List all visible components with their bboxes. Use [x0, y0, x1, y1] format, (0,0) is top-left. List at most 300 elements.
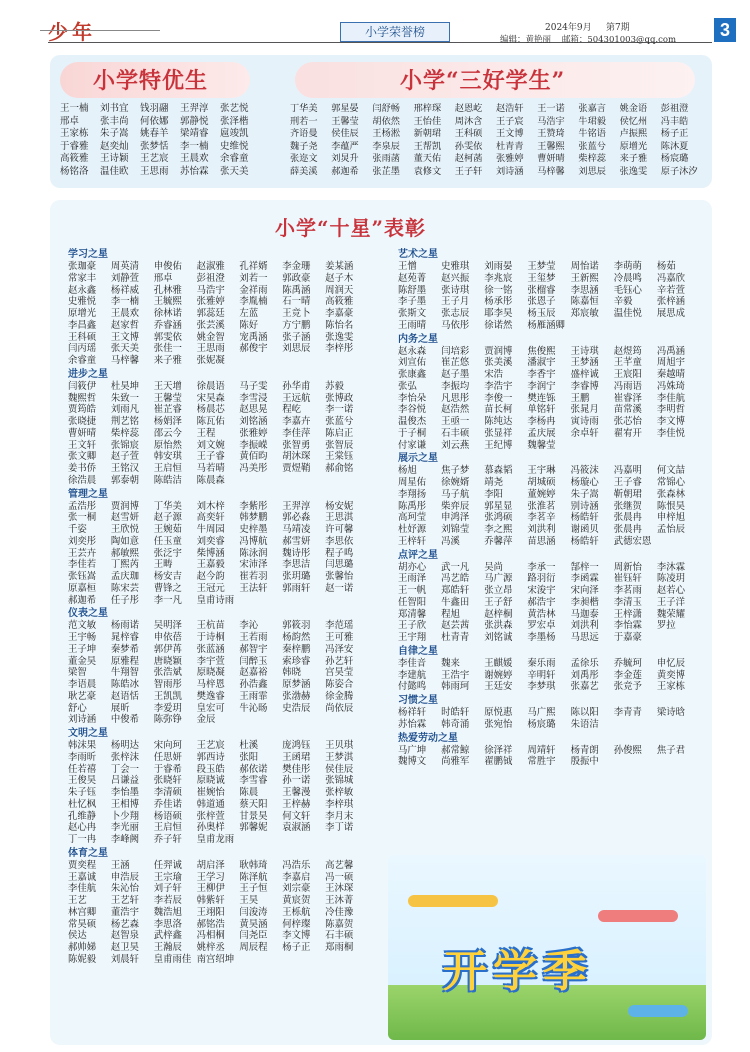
student-name: 翟鹏钺 [484, 756, 513, 768]
student-name: 杨茹 [656, 261, 676, 272]
name-row [290, 153, 702, 166]
name-row [68, 595, 368, 607]
student-name: 贾奕程 [68, 859, 97, 871]
student-name: 张渤赫 [282, 690, 311, 702]
student-name: 王艺宸 [196, 740, 225, 751]
student-name: 王怡佳 [413, 115, 442, 127]
student-name: 张智勇 [282, 439, 311, 451]
student-name: 张宛怡 [484, 718, 513, 730]
name-row [290, 128, 702, 141]
student-name: 侯佳辰 [325, 763, 354, 775]
student-name: 张梓敏 [325, 787, 354, 798]
student-name: 王一帆 [398, 585, 427, 596]
student-name: 吕谦益 [110, 775, 139, 787]
student-name: 魏子尧 [290, 140, 318, 152]
student-name: 李一凡 [153, 594, 182, 606]
student-name: 牛翔智 [110, 667, 139, 679]
student-name: 林宫卿 [68, 906, 97, 918]
student-name: 冯相桐 [196, 930, 225, 942]
student-name: 王畴 [153, 559, 173, 571]
name-row [68, 811, 368, 823]
student-name: 李思洛 [153, 918, 182, 930]
student-name: 李昌鑫 [68, 319, 97, 331]
student-name: 焦俊熙 [527, 345, 556, 357]
student-name: 高筱雅 [60, 153, 89, 165]
student-name: 孙奥样 [196, 822, 225, 834]
student-name: 王沐琛 [325, 883, 354, 895]
student-name: 李宇萱 [196, 655, 225, 667]
student-name: 冯姝琦 [656, 380, 685, 392]
student-name: 吴明泽 [153, 620, 182, 632]
student-name: 展思成 [656, 308, 685, 319]
student-name: 李振均 [441, 380, 470, 392]
student-name: 智雨彤 [153, 679, 182, 690]
student-name: 徐浩晨 [68, 474, 97, 486]
student-name: 王赞琦 [537, 128, 565, 140]
student-name: 杜青青 [496, 140, 524, 152]
student-name: 张斯文 [398, 308, 427, 319]
student-name: 魏诗彤 [282, 547, 311, 559]
student-name: 靖尧 [484, 477, 504, 488]
student-name: 王婉茹 [153, 524, 182, 535]
star-category-title: 点评之星 [398, 549, 438, 561]
student-name: 王梓赫 [282, 798, 311, 810]
student-name: 孟浩彤 [68, 500, 97, 512]
student-name: 耶李昊 [484, 308, 513, 319]
student-name: 谢婉婷 [484, 669, 513, 681]
student-name: 王芸卉 [68, 547, 97, 559]
student-name: 王艺轩 [110, 895, 139, 906]
student-name: 梁智 [68, 667, 87, 679]
student-name: 李爱玥 [153, 702, 182, 714]
student-name: 张浩斌 [153, 667, 182, 679]
name-row [68, 930, 368, 942]
student-name: 冷晨鸣 [613, 272, 642, 284]
student-name: 杨韵然 [282, 632, 311, 643]
student-name: 张梓涵 [656, 296, 685, 308]
name-row [68, 583, 368, 595]
student-name: 苏怡霖 [180, 165, 209, 177]
student-name: 马浩宇 [537, 115, 565, 127]
student-name: 张森林 [656, 488, 685, 500]
name-row [60, 103, 260, 116]
name-row [398, 512, 700, 524]
student-name: 马广坤 [398, 744, 427, 756]
student-name: 原嘉桓 [68, 582, 97, 594]
name-row [68, 285, 368, 297]
student-name: 王宇琳 [527, 465, 556, 477]
excellent-students-list [60, 103, 260, 179]
name-row [290, 116, 702, 129]
student-name: 李佳音 [398, 657, 427, 669]
student-name: 袁淑涵 [282, 822, 311, 834]
student-name: 王子睿 [613, 477, 642, 488]
student-name: 姚梓丞 [196, 942, 225, 953]
name-row [398, 357, 700, 369]
student-name: 殷振中 [570, 756, 599, 768]
student-name: 李一楠 [180, 140, 209, 152]
student-name: 宋昊森 [196, 392, 225, 404]
student-name: 彭祖澄 [196, 272, 225, 284]
student-name: 刘锦莹 [441, 524, 470, 535]
student-name: 郭雯依 [153, 331, 182, 343]
student-name: 张芸溪 [196, 319, 225, 331]
name-row [68, 775, 368, 787]
student-name: 王铭汉 [110, 463, 139, 474]
student-name: 郭伊苒 [153, 643, 182, 655]
student-name: 慕森韬 [484, 465, 513, 477]
student-name: 李文博 [656, 416, 685, 427]
student-name: 贾润博 [110, 500, 139, 512]
student-name: 郝浩宇 [527, 596, 556, 608]
student-name: 邢卓 [60, 115, 80, 127]
ten-stars-right-column [398, 247, 700, 768]
student-name: 张梓沫 [110, 751, 139, 763]
student-name: 展昕 [110, 702, 130, 714]
student-name: 张显祥 [484, 427, 513, 439]
student-name: 周辰程 [239, 942, 268, 953]
student-name: 陈皓洁 [153, 474, 182, 486]
student-name: 于嘉豪 [613, 632, 642, 643]
student-name: 王新熙 [570, 272, 599, 284]
student-name: 张子涵 [282, 331, 311, 343]
student-name: 陈晨 [239, 787, 259, 798]
star-category-title: 自律之星 [398, 645, 438, 657]
name-row [68, 296, 368, 308]
name-row [398, 285, 700, 297]
student-name: 付家谦 [398, 439, 427, 451]
student-name: 马靖凌 [282, 524, 311, 535]
student-name: 武德宏恩 [613, 535, 652, 547]
student-name: 李沁 [239, 620, 259, 632]
student-name: 郭必淼 [282, 512, 311, 524]
student-name: 郭泰朝 [110, 474, 139, 486]
name-row [60, 116, 260, 129]
date-issue [545, 20, 630, 33]
name-row [68, 691, 368, 703]
student-name: 姚春羊 [140, 128, 169, 140]
student-name: 卢振熙 [619, 128, 648, 140]
name-row [60, 141, 260, 154]
student-name: 陈宋芸 [110, 582, 139, 594]
star-category-title: 展示之星 [398, 453, 438, 465]
student-name: 李怡墨 [110, 787, 139, 798]
student-name: 王馨漫 [282, 787, 311, 798]
student-name: 李明哲 [656, 404, 685, 416]
student-name: 卜少翔 [110, 810, 139, 822]
student-name: 余睿童 [68, 355, 97, 366]
student-name: 秦梓鹏 [282, 643, 311, 655]
student-name: 冯筱沫 [570, 465, 599, 477]
student-name: 王晨欢 [180, 153, 209, 165]
student-name: 张泽楷 [220, 115, 249, 127]
student-name: 王羿淳 [282, 500, 311, 512]
name-row [68, 559, 368, 571]
student-name: 王宇翔 [398, 632, 427, 643]
student-name: 李范瑶 [325, 620, 354, 632]
name-row [68, 954, 368, 966]
student-name: 程屹 [282, 404, 302, 416]
student-name: 武梓鑫 [153, 930, 182, 942]
student-name: 孙一诺 [282, 775, 311, 787]
student-name: 史梓墨 [239, 524, 268, 535]
student-name: 赵心冉 [68, 822, 97, 834]
student-name: 牛铭语 [578, 128, 606, 140]
student-name: 陈泳润 [239, 547, 268, 559]
student-name: 姜某涵 [325, 261, 354, 272]
student-name: 付懿鸣 [398, 681, 427, 693]
ten-stars-title: 小学“十星”表彰 [275, 216, 427, 240]
student-name: 申忆辰 [656, 657, 685, 669]
student-name: 周靖轩 [527, 744, 556, 756]
student-name: 时皓轩 [441, 707, 470, 718]
student-name: 王亟一 [441, 416, 470, 427]
student-name: 孔祥婿 [239, 261, 268, 272]
student-name: 何文轩 [282, 810, 311, 822]
student-name: 赵煜筠 [613, 345, 642, 357]
student-name: 周英清 [110, 261, 139, 272]
student-name: 乔睿涵 [153, 319, 182, 331]
student-name: 王若雨 [239, 632, 268, 643]
student-name: 皇甫雨佳 [153, 953, 192, 965]
page-header [0, 0, 750, 50]
student-name: 陈姿合 [325, 679, 354, 690]
student-name: 闫浚涛 [239, 906, 268, 918]
student-name: 荆艺铭 [110, 416, 139, 427]
pencil-icon [408, 895, 498, 907]
student-name: 李峰阙 [110, 834, 139, 845]
student-name: 陈纯达 [484, 416, 513, 427]
student-name: 刘铭涵 [239, 416, 268, 427]
name-row [68, 752, 368, 764]
student-name: 冯一硕 [325, 871, 354, 883]
student-name: 马迦泰 [570, 608, 599, 620]
student-name: 于诗桐 [196, 632, 225, 643]
name-row [398, 585, 700, 597]
student-name: 杨宸璐 [660, 153, 689, 165]
name-row [398, 501, 700, 513]
student-name: 杨明达 [110, 740, 139, 751]
student-name: 薛美溪 [290, 165, 318, 177]
student-name: 朱语洁 [570, 718, 599, 730]
student-name: 崔若羽 [239, 571, 268, 582]
student-name: 赵浩轩 [496, 103, 524, 114]
student-name: 陈启正 [325, 427, 354, 439]
student-name: 郑皓轩 [441, 585, 470, 596]
student-name: 温俊杰 [398, 416, 427, 427]
student-name: 朱子嵩 [570, 488, 599, 500]
student-name: 樊佳彤 [282, 763, 311, 775]
star-category-title: 仪表之星 [68, 608, 108, 620]
student-name: 王一诺 [537, 103, 565, 114]
student-name: 常家丰 [68, 272, 97, 284]
student-name: 别诗涵 [570, 500, 599, 512]
student-name: 赵兴振 [441, 272, 470, 284]
student-name: 原悦惠 [484, 707, 513, 718]
student-name: 刑若一 [290, 115, 318, 127]
student-name: 盛梓诚 [570, 369, 599, 380]
name-row [68, 463, 368, 475]
editor-name: 编辑：黄艳丽 [500, 35, 552, 45]
student-name: 耿韩琦 [239, 859, 268, 871]
name-row [68, 571, 368, 583]
name-row [398, 440, 700, 452]
pencil-icon [628, 1005, 688, 1017]
student-name: 辛若萱 [656, 284, 685, 296]
student-name: 王文轩 [68, 439, 97, 451]
student-name: 张晨冉 [613, 512, 642, 524]
name-row [398, 670, 700, 682]
name-row [68, 679, 368, 691]
student-name: 闫醉玉 [239, 655, 268, 667]
student-name: 张佳一 [153, 343, 182, 355]
student-name: 赵子木 [325, 272, 354, 284]
name-row [68, 273, 368, 285]
student-name: 王梓轩 [398, 535, 427, 547]
student-name: 范文敏 [68, 620, 97, 632]
student-name: 王启恒 [153, 463, 182, 474]
student-name: 张迩文 [290, 153, 318, 165]
student-name: 张晁月 [570, 404, 599, 416]
student-name: 李墨杨 [527, 632, 556, 643]
student-name: 牛珺毅 [578, 115, 606, 127]
excellent-students-title: 小学特优生 [93, 68, 209, 94]
student-name: 原晓凝 [196, 667, 225, 679]
student-name: 扈竣凯 [220, 128, 249, 140]
student-name: 李振嵘 [239, 439, 268, 451]
student-name: 原增光 [619, 140, 648, 152]
student-name: 王梦莹 [527, 261, 556, 272]
student-name: 李沐霖 [656, 561, 685, 573]
student-name: 刘诗涵 [496, 165, 524, 177]
name-row [398, 404, 700, 416]
student-name: 温佳悦 [613, 308, 642, 319]
student-name: 陈晨森 [196, 474, 225, 486]
student-name: 刘宗豪 [282, 883, 311, 895]
student-name: 罗拉 [656, 620, 676, 632]
student-name: 柴梓蕊 [578, 153, 606, 165]
student-name: 郝常鲸 [441, 744, 470, 756]
student-name: 刘思辰 [282, 343, 311, 355]
star-category-title: 体育之星 [68, 847, 108, 859]
name-row [68, 320, 368, 332]
student-name: 皇甫龙雨 [196, 834, 235, 845]
name-row [398, 562, 700, 574]
name-row [398, 416, 700, 428]
student-name: 赵永森 [398, 345, 427, 357]
student-name: 郝依诺 [239, 763, 268, 775]
student-name: 王艺宸 [140, 153, 169, 165]
student-name: 郑雨桐 [325, 942, 354, 953]
student-name: 张洪森 [484, 620, 513, 632]
name-row [398, 632, 700, 644]
editor-info [500, 33, 676, 45]
student-name: 杨娟泽 [153, 416, 182, 427]
student-name: 周润天 [325, 284, 354, 296]
ten-stars-left-column [68, 247, 368, 966]
student-name: 杨雁涵卿 [527, 319, 565, 331]
student-name: 董婉婷 [527, 488, 556, 500]
student-name: 韩道通 [196, 798, 225, 810]
student-name: 胡沐琛 [282, 451, 311, 463]
name-row [68, 308, 368, 320]
star-category-title: 内务之星 [398, 333, 438, 345]
student-name: 杨承彤 [484, 296, 513, 308]
student-name: 李蕴严 [331, 140, 359, 152]
student-name: 王栎航 [282, 906, 311, 918]
student-name: 罗宏卓 [527, 620, 556, 632]
student-name: 冯雨语 [613, 380, 642, 392]
name-row [68, 261, 368, 273]
name-row [68, 644, 368, 656]
student-name: 齐语曼 [290, 128, 318, 140]
student-name: 侯佳辰 [331, 128, 359, 140]
student-name: 李光丽 [110, 822, 139, 834]
student-name: 南宫绍坤 [196, 953, 235, 965]
student-name: 王纪博 [484, 439, 513, 451]
student-name: 靳朝珺 [613, 488, 642, 500]
student-name: 李茗雨 [613, 585, 642, 596]
student-name: 马梓馨 [110, 355, 139, 366]
name-row [398, 465, 700, 477]
student-name: 朱沁怡 [110, 883, 139, 895]
name-row [60, 166, 260, 179]
student-name: 李承一 [527, 561, 556, 573]
student-name: 崔婉怡 [196, 787, 225, 798]
name-row [68, 524, 368, 536]
student-name: 郭西诗 [196, 751, 225, 763]
name-row [398, 320, 700, 332]
student-name: 王玺梦 [527, 272, 556, 284]
student-name: 张雅婷 [239, 427, 268, 439]
student-name: 朱致一 [110, 392, 139, 404]
student-name: 李佳若 [68, 559, 97, 571]
student-name: 侯达 [68, 930, 87, 942]
student-name: 姜书侨 [68, 463, 97, 474]
student-name: 史浩辰 [282, 702, 311, 714]
student-name: 李思洁 [282, 559, 311, 571]
student-name: 申浩辰 [110, 871, 139, 883]
student-name: 杨玉辰 [527, 308, 556, 319]
star-category-title: 习惯之星 [398, 695, 438, 706]
name-row [60, 153, 260, 166]
student-name: 冯丰皓 [660, 115, 689, 127]
student-name: 陈弥铮 [153, 714, 182, 726]
student-name: 杨璇心 [570, 477, 599, 488]
name-row [68, 381, 368, 393]
student-name: 刘奕睿 [196, 535, 225, 547]
name-row [68, 919, 368, 931]
student-name: 陶如意 [110, 535, 139, 547]
student-name: 王鹏 [570, 392, 590, 404]
name-row [290, 166, 702, 179]
student-name: 王子轩 [454, 165, 483, 177]
student-name: 任子彤 [110, 594, 139, 606]
student-name: 杜妤源 [398, 524, 427, 535]
name-row [68, 895, 368, 907]
name-row [398, 369, 700, 381]
student-name: 陈嘉贺 [325, 918, 354, 930]
student-name: 闫舒畅 [372, 103, 400, 114]
student-name: 朱子嵩 [100, 128, 129, 140]
student-name: 张淮茗 [527, 500, 556, 512]
student-name: 马子航 [441, 488, 470, 500]
student-name: 牛沁旸 [239, 702, 268, 714]
student-name: 王子月 [441, 296, 470, 308]
student-name: 马若晴 [196, 463, 225, 474]
student-name: 马梓馨 [537, 165, 565, 177]
student-name: 庞鸿钰 [282, 740, 311, 751]
